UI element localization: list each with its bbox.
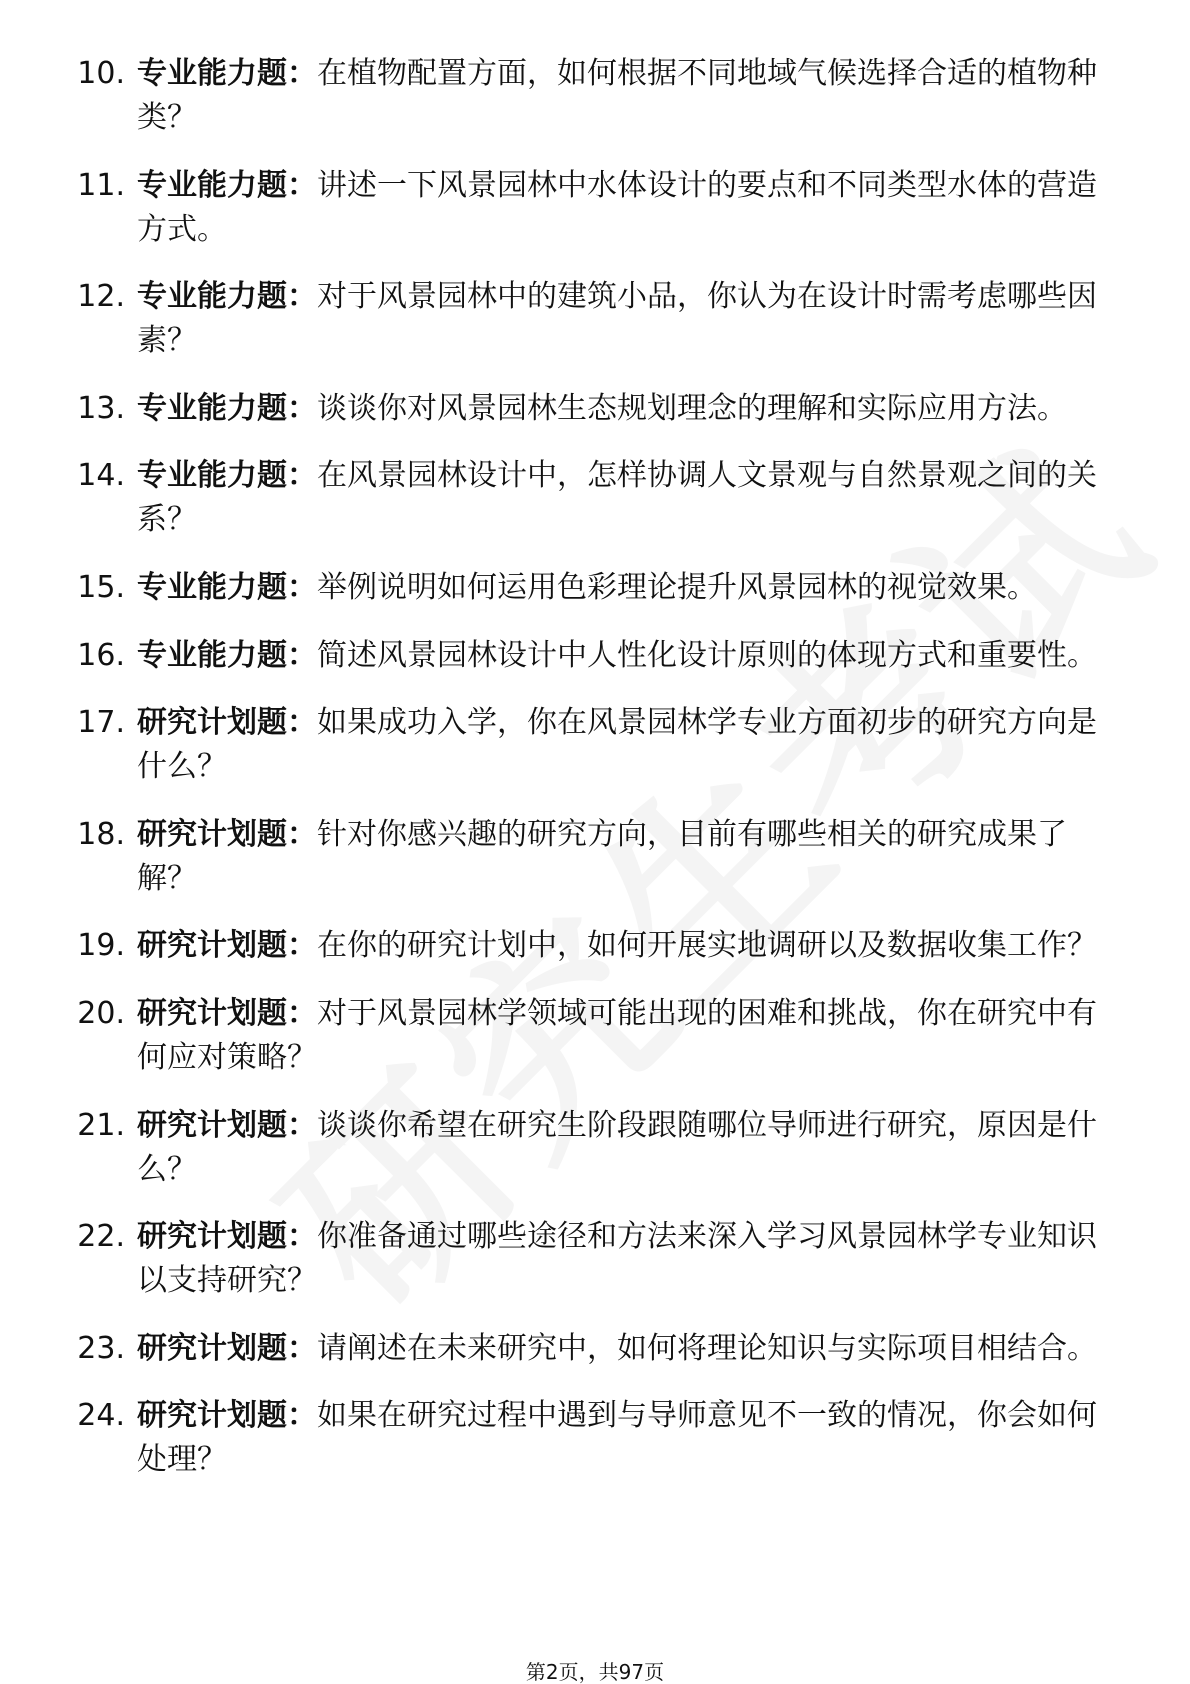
question-number: 13.	[77, 390, 125, 426]
question-category: 研究计划题：	[137, 816, 317, 852]
question-body	[137, 992, 1115, 1080]
question-category: 研究计划题：	[137, 995, 317, 1031]
question-item	[55, 701, 1115, 789]
question-item	[55, 52, 1115, 140]
page-footer: 第2页，共97页	[525, 1660, 665, 1684]
question-category: 专业能力题：	[137, 56, 317, 91]
question-body	[137, 387, 1115, 431]
question-category: 专业能力题：	[137, 569, 317, 605]
question-number: 14.	[77, 458, 125, 494]
question-item	[55, 566, 1115, 610]
question-text: 谈谈你希望在研究生阶段跟随哪位导师进行研究，原因是什么？	[137, 1107, 1097, 1187]
question-text: 在植物配置方面，如何根据不同地域气候选择合适的植物种类？	[137, 56, 1097, 135]
question-text: 举例说明如何运用色彩理论提升风景园林的视觉效果。	[317, 569, 1037, 605]
question-text: 在你的研究计划中，如何开展实地调研以及数据收集工作？	[317, 928, 1097, 964]
question-number: 15.	[77, 569, 125, 605]
question-body	[137, 634, 1115, 678]
question-category: 研究计划题：	[137, 1330, 317, 1366]
question-item	[55, 813, 1115, 901]
question-category: 专业能力题：	[137, 637, 317, 673]
question-item	[55, 1327, 1115, 1371]
question-text: 针对你感兴趣的研究方向，目前有哪些相关的研究成果了解？	[137, 816, 1067, 896]
question-category: 专业能力题：	[137, 167, 317, 203]
question-text: 你准备通过哪些途径和方法来深入学习风景园林学专业知识以支持研究？	[137, 1219, 1097, 1299]
question-body	[137, 813, 1115, 901]
question-text: 在风景园林设计中，怎样协调人文景观与自然景观之间的关系？	[137, 458, 1097, 538]
question-number: 22.	[77, 1219, 125, 1255]
question-item	[55, 387, 1115, 431]
question-body	[137, 1327, 1115, 1371]
question-item	[55, 1394, 1115, 1482]
question-number: 19.	[77, 928, 125, 964]
question-text: 对于风景园林中的建筑小品，你认为在设计时需考虑哪些因素？	[137, 279, 1097, 359]
question-item	[55, 924, 1115, 968]
question-item	[55, 1104, 1115, 1192]
question-number: 23.	[77, 1330, 125, 1366]
question-body	[137, 1394, 1115, 1482]
question-item	[55, 275, 1115, 363]
question-body	[137, 1104, 1115, 1192]
question-number: 12.	[77, 279, 125, 315]
question-text: 如果成功入学，你在风景园林学专业方面初步的研究方向是什么？	[137, 705, 1097, 785]
question-category: 研究计划题：	[137, 928, 317, 964]
question-body	[137, 52, 1115, 140]
question-text: 对于风景园林学领域可能出现的困难和挑战，你在研究中有何应对策略？	[137, 995, 1097, 1075]
question-text: 谈谈你对风景园林生态规划理念的理解和实际应用方法。	[317, 390, 1067, 426]
question-item	[55, 1215, 1115, 1303]
question-body	[137, 454, 1115, 542]
question-category: 专业能力题：	[137, 458, 317, 494]
question-text: 如果在研究过程中遇到与导师意见不一致的情况，你会如何处理？	[137, 1398, 1097, 1478]
question-number: 24.	[77, 1398, 125, 1434]
question-body	[137, 1215, 1115, 1303]
question-number: 17.	[77, 705, 125, 741]
question-list	[55, 52, 1115, 1506]
question-text: 讲述一下风景园林中水体设计的要点和不同类型水体的营造方式。	[137, 167, 1097, 247]
question-number: 11.	[77, 167, 125, 203]
question-item	[55, 634, 1115, 678]
question-category: 研究计划题：	[137, 1107, 317, 1143]
question-number: 20.	[77, 995, 125, 1031]
question-body	[137, 275, 1115, 363]
question-category: 研究计划题：	[137, 1398, 317, 1434]
question-body	[137, 924, 1115, 968]
question-text: 简述风景园林设计中人性化设计原则的体现方式和重要性。	[317, 637, 1097, 673]
question-number: 16.	[77, 637, 125, 673]
question-number: 10.	[77, 56, 125, 91]
question-category: 专业能力题：	[137, 279, 317, 315]
question-body	[137, 164, 1115, 252]
question-number: 18.	[77, 816, 125, 852]
question-item	[55, 454, 1115, 542]
question-category: 专业能力题：	[137, 390, 317, 426]
question-category: 研究计划题：	[137, 705, 317, 741]
question-body	[137, 566, 1115, 610]
question-number: 21.	[77, 1107, 125, 1143]
question-category: 研究计划题：	[137, 1219, 317, 1255]
question-text: 请阐述在未来研究中，如何将理论知识与实际项目相结合。	[317, 1330, 1097, 1366]
question-body	[137, 701, 1115, 789]
question-item	[55, 164, 1115, 252]
question-item	[55, 992, 1115, 1080]
